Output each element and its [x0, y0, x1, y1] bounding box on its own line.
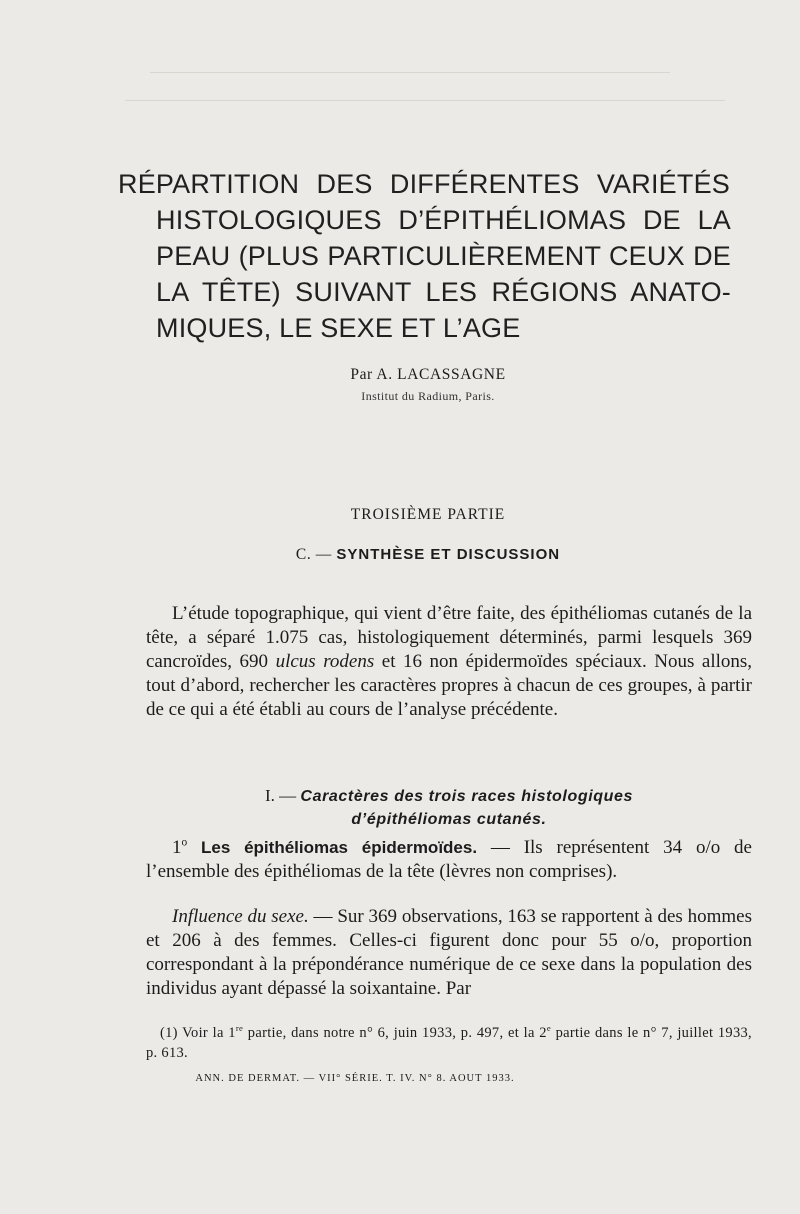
paragraph-sexe	[146, 905, 752, 1001]
title-line: HISTOLOGIQUES D’ÉPITHÉLIOMAS DE LA	[156, 205, 731, 235]
bleed-through-line	[150, 72, 670, 73]
footnote-text-a: (1) Voir la 1	[160, 1025, 236, 1041]
footnote-text-b: partie, dans notre n° 6, juin 1933, p. 497, et la 2	[243, 1025, 547, 1041]
institution-line: Institut du Radium, Paris.	[361, 389, 495, 403]
intro-text-b: et 16 non épidermoïdes spéciaux. Nous allons, tout d’abord, rechercher les caractères propres à chacun de ces groupes, à partir de ce qui a été établi au cours de l’analyse précédente.	[146, 651, 753, 720]
title-line: PEAU (PLUS PARTICULIÈREMENT CEUX DE	[156, 241, 731, 271]
section-title: SYNTHÈSE ET DISCUSSION	[336, 546, 561, 563]
paragraph-italic-heading: Influence du sexe.	[172, 906, 309, 927]
footnote	[146, 1023, 752, 1063]
paragraph-text: — Sur 369 observations, 163 se rapportent à des hommes et 206 à des femmes. Celles-ci figurent donc pour 55 o/o, proportion correspondant à la prépondérance numérique de ce sexe dans la population des individus ayant dépassé la soixantaine. Par	[146, 906, 752, 999]
footnote-text-c: partie dans le n° 7, juillet 1933, p. 613.	[146, 1025, 752, 1061]
paragraph-heading: Les épithéliomas épidermoïdes.	[201, 838, 478, 857]
subsection-heading	[146, 785, 752, 831]
intro-paragraph	[146, 602, 752, 722]
title-line: RÉPARTITION DES DIFFÉRENTES VARIÉTÉS	[118, 169, 730, 199]
subsection-title-line2: d’épithéliomas cutanés.	[351, 811, 547, 828]
paragraph-number: 1	[172, 837, 182, 858]
paragraph-epidermoides	[146, 836, 752, 884]
intro-italic-term: ulcus rodens	[275, 651, 375, 672]
author-line: Par A. LACASSAGNE	[350, 366, 506, 383]
footnote-sup: e	[546, 1023, 552, 1034]
section-letter: C. —	[295, 546, 337, 563]
section-heading	[0, 546, 800, 564]
running-footer: ANN. DE DERMAT. — VII° SÉRIE. T. IV. N° 8. AOUT 1933.	[195, 1073, 515, 1084]
title-line: LA TÊTE) SUIVANT LES RÉGIONS ANATO-	[156, 277, 731, 307]
paragraph-number-sup: o	[181, 836, 188, 849]
title-line: MIQUES, LE SEXE ET L’AGE	[156, 313, 521, 343]
subsection-title-line1: Caractères des trois races histologiques	[300, 788, 633, 805]
subsection-number: I. —	[265, 786, 301, 805]
footnote-sup: re	[235, 1023, 244, 1034]
part-heading: TROISIÈME PARTIE	[350, 506, 506, 523]
bleed-through-line	[125, 100, 725, 101]
paragraph-text: — Ils représentent 34 o/o de l’ensemble des épithéliomas de la tête (lèvres non comprises).	[146, 837, 752, 882]
intro-text-a: L’étude topographique, qui vient d’être faite, des épithéliomas cutanés de la tête, a séparé 1.075 cas, histologiquement déterminés, parmi lesquels 369 cancroïdes, 690	[146, 603, 752, 672]
article-title	[118, 166, 738, 346]
